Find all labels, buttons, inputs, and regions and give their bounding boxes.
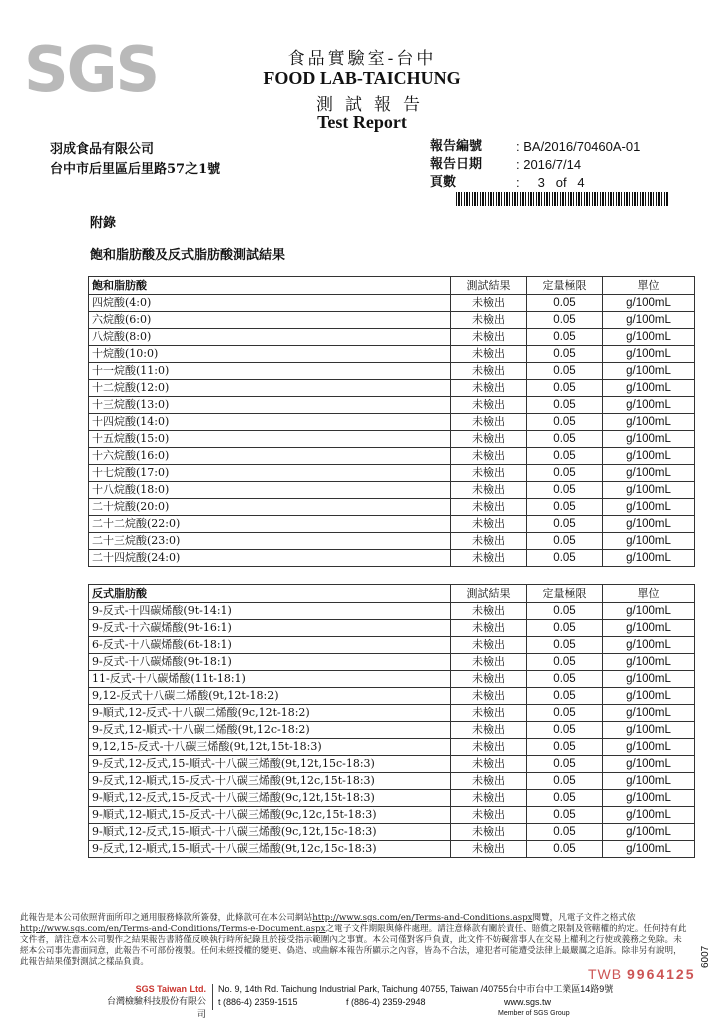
unit-cell: g/100mL <box>603 790 695 807</box>
analyte-name: 十烷酸(10:0) <box>89 346 451 363</box>
report-title-en: Test Report <box>317 112 407 132</box>
analyte-name: 9-反式-十六碳烯酸(9t-16:1) <box>89 620 451 637</box>
table-row <box>89 465 695 482</box>
analyte-name: 9-反式,12-順式,15-反式-十八碳三烯酸(9t,12c,15t-18:3) <box>89 773 451 790</box>
company-en: SGS Taiwan Ltd. <box>135 984 206 994</box>
result-cell: 未檢出 <box>451 482 527 499</box>
unit-cell: g/100mL <box>603 550 695 567</box>
result-cell: 未檢出 <box>451 414 527 431</box>
unit-cell: g/100mL <box>603 380 695 397</box>
result-cell: 未檢出 <box>451 550 527 567</box>
result-cell: 未檢出 <box>451 516 527 533</box>
analyte-name: 十一烷酸(11:0) <box>89 363 451 380</box>
lab-title-en: FOOD LAB-TAICHUNG <box>263 68 461 88</box>
analyte-name: 四烷酸(4:0) <box>89 295 451 312</box>
unit-cell: g/100mL <box>603 841 695 858</box>
table-row <box>89 448 695 465</box>
result-cell: 未檢出 <box>451 688 527 705</box>
unit-cell: g/100mL <box>603 465 695 482</box>
result-cell: 未檢出 <box>451 465 527 482</box>
table-row <box>89 346 695 363</box>
unit-cell: g/100mL <box>603 739 695 756</box>
result-cell: 未檢出 <box>451 533 527 550</box>
analyte-name: 9-反式,12-順式-十八碳二烯酸(9t,12c-18:2) <box>89 722 451 739</box>
result-cell: 未檢出 <box>451 431 527 448</box>
analyte-name: 十四烷酸(14:0) <box>89 414 451 431</box>
report-meta <box>430 138 640 192</box>
result-cell: 未檢出 <box>451 603 527 620</box>
result-cell: 未檢出 <box>451 637 527 654</box>
analyte-name: 二十四烷酸(24:0) <box>89 550 451 567</box>
result-cell: 未檢出 <box>451 841 527 858</box>
barcode <box>456 192 669 206</box>
unit-cell: g/100mL <box>603 414 695 431</box>
unit-cell: g/100mL <box>603 448 695 465</box>
unit-cell: g/100mL <box>603 363 695 380</box>
table-row <box>89 295 695 312</box>
footer-fax: f (886-4) 2359-2948 <box>346 997 426 1007</box>
unit-cell: g/100mL <box>603 671 695 688</box>
result-cell: 未檢出 <box>451 380 527 397</box>
analyte-name: 9-順式,12-反式,15-順式-十八碳三烯酸(9c,12t,15c-18:3) <box>89 824 451 841</box>
result-cell: 未檢出 <box>451 397 527 414</box>
client-name: 羽成食品有限公司 <box>50 142 155 157</box>
analyte-name: 9,12,15-反式-十八碳三烯酸(9t,12t,15t-18:3) <box>89 739 451 756</box>
side-code: 6007 <box>700 945 711 968</box>
trans-fat-table <box>88 584 695 858</box>
table-row <box>89 654 695 671</box>
unit-cell: g/100mL <box>603 482 695 499</box>
loq-cell: 0.05 <box>527 550 603 567</box>
analyte-name: 十三烷酸(13:0) <box>89 397 451 414</box>
loq-cell: 0.05 <box>527 807 603 824</box>
table-row <box>89 312 695 329</box>
column-header-name: 飽和脂肪酸 <box>89 277 451 295</box>
unit-cell: g/100mL <box>603 499 695 516</box>
loq-cell: 0.05 <box>527 705 603 722</box>
result-cell: 未檢出 <box>451 312 527 329</box>
footer-address: No. 9, 14th Rd. Taichung Industrial Park, Taichung 40755, Taiwan /40755台中市台中工業區14路9號 <box>218 984 614 994</box>
analyte-name: 二十烷酸(20:0) <box>89 499 451 516</box>
result-cell: 未檢出 <box>451 671 527 688</box>
member-of-sgs: Member of SGS Group <box>498 1010 570 1017</box>
table-row <box>89 705 695 722</box>
analyte-name: 六烷酸(6:0) <box>89 312 451 329</box>
table-row <box>89 722 695 739</box>
loq-cell: 0.05 <box>527 312 603 329</box>
table-row <box>89 533 695 550</box>
unit-cell: g/100mL <box>603 329 695 346</box>
loq-cell: 0.05 <box>527 688 603 705</box>
unit-cell: g/100mL <box>603 312 695 329</box>
table-row <box>89 824 695 841</box>
analyte-name: 9-順式,12-反式-十八碳二烯酸(9c,12t-18:2) <box>89 705 451 722</box>
footer-contact <box>218 983 613 1009</box>
twb-number: TWB 9964125 <box>588 966 696 982</box>
loq-cell: 0.05 <box>527 516 603 533</box>
column-header-unit: 單位 <box>603 277 695 295</box>
analyte-name: 八烷酸(8:0) <box>89 329 451 346</box>
column-header-result: 測試結果 <box>451 585 527 603</box>
report-no-label: 報告編號 <box>430 139 483 154</box>
appendix-heading: 附錄 <box>90 216 117 231</box>
analyte-name: 十六烷酸(16:0) <box>89 448 451 465</box>
result-cell: 未檢出 <box>451 499 527 516</box>
table-row <box>89 790 695 807</box>
result-cell: 未檢出 <box>451 654 527 671</box>
footer-web[interactable]: www.sgs.tw <box>504 997 552 1007</box>
unit-cell: g/100mL <box>603 533 695 550</box>
loq-cell: 0.05 <box>527 380 603 397</box>
loq-cell: 0.05 <box>527 722 603 739</box>
analyte-name: 9-反式,12-反式,15-順式-十八碳三烯酸(9t,12t,15c-18:3) <box>89 756 451 773</box>
loq-cell: 0.05 <box>527 482 603 499</box>
analyte-name: 十八烷酸(18:0) <box>89 482 451 499</box>
unit-cell: g/100mL <box>603 516 695 533</box>
table-row <box>89 688 695 705</box>
loq-cell: 0.05 <box>527 346 603 363</box>
report-no: : BA/2016/70460A-01 <box>516 139 641 154</box>
column-header-unit: 單位 <box>603 585 695 603</box>
section-title: 飽和脂肪酸及反式脂肪酸測試結果 <box>90 248 286 263</box>
unit-cell: g/100mL <box>603 722 695 739</box>
result-cell: 未檢出 <box>451 295 527 312</box>
table-header-row <box>89 585 695 603</box>
table-row <box>89 637 695 654</box>
table-header-row <box>89 277 695 295</box>
loq-cell: 0.05 <box>527 295 603 312</box>
loq-cell: 0.05 <box>527 671 603 688</box>
page-label: 頁數 <box>430 175 457 190</box>
result-cell: 未檢出 <box>451 790 527 807</box>
loq-cell: 0.05 <box>527 499 603 516</box>
result-cell: 未檢出 <box>451 739 527 756</box>
table-row <box>89 550 695 567</box>
company-cn: 台灣檢驗科技股份有限公司 <box>106 997 206 1020</box>
analyte-name: 6-反式-十八碳烯酸(6t-18:1) <box>89 637 451 654</box>
report-date-label: 報告日期 <box>430 157 483 172</box>
table-row <box>89 739 695 756</box>
table-row <box>89 363 695 380</box>
result-cell: 未檢出 <box>451 329 527 346</box>
unit-cell: g/100mL <box>603 756 695 773</box>
loq-cell: 0.05 <box>527 414 603 431</box>
table-row <box>89 414 695 431</box>
client-address: 台中市后里區后里路57之1號 <box>50 162 221 177</box>
page-count: : 3 of 4 <box>516 175 585 190</box>
table-row <box>89 380 695 397</box>
unit-cell: g/100mL <box>603 705 695 722</box>
footer-company <box>100 983 206 1022</box>
loq-cell: 0.05 <box>527 329 603 346</box>
terms-e-document-link[interactable]: http://www.sgs.com/en/Terms-and-Conditions/Terms-e-Document.aspx <box>20 924 326 934</box>
unit-cell: g/100mL <box>603 824 695 841</box>
result-cell: 未檢出 <box>451 722 527 739</box>
result-cell: 未檢出 <box>451 773 527 790</box>
table-row <box>89 671 695 688</box>
loq-cell: 0.05 <box>527 397 603 414</box>
result-cell: 未檢出 <box>451 705 527 722</box>
column-header-result: 測試結果 <box>451 277 527 295</box>
table-row <box>89 603 695 620</box>
unit-cell: g/100mL <box>603 603 695 620</box>
analyte-name: 9-反式-十四碳烯酸(9t-14:1) <box>89 603 451 620</box>
loq-cell: 0.05 <box>527 756 603 773</box>
analyte-name: 二十三烷酸(23:0) <box>89 533 451 550</box>
lab-title-cn: 食品實驗室-台中 <box>287 49 437 69</box>
loq-cell: 0.05 <box>527 465 603 482</box>
footer-tel: t (886-4) 2359-1515 <box>218 997 298 1007</box>
loq-cell: 0.05 <box>527 790 603 807</box>
report-title-cn: 測試報告 <box>316 95 432 115</box>
loq-cell: 0.05 <box>527 637 603 654</box>
disclaimer: 此報告是本公司依照背面所印之通用服務條款所簽發，此條款可在本公司網站http://www.sgs.com/en/Terms-and-Conditions.aspx閱覽，凡電子文件之格式依http://www.sgs.com/en/Terms-and-Conditions/Terms-e-Document.aspx之電子文件期限與條件處理。請注意條款有關於責任、賠償之限制及管轄權的約定。任何持有此文件者，請注意本公司製作之結果報告書將僅反映執行時所紀錄且於接受指示範圍內之事實。本公司僅對客戶負責，此文件不妨礙當事人在交易上權利之行使或義務之免除。未經本公司事先書面同意，此報告不可部份複製。任何未經授權的變更、偽造、或曲解本報告所顯示之內容，皆為不合法，違犯者可能遭受法律上最嚴厲之追訴。除非另有說明，此報告結果僅對測試之樣品負責。 <box>20 913 687 967</box>
table-row <box>89 482 695 499</box>
loq-cell: 0.05 <box>527 739 603 756</box>
loq-cell: 0.05 <box>527 603 603 620</box>
table-row <box>89 516 695 533</box>
result-cell: 未檢出 <box>451 824 527 841</box>
unit-cell: g/100mL <box>603 807 695 824</box>
saturated-fat-table <box>88 276 695 567</box>
result-cell: 未檢出 <box>451 346 527 363</box>
analyte-name: 十五烷酸(15:0) <box>89 431 451 448</box>
analyte-name: 11-反式-十八碳烯酸(11t-18:1) <box>89 671 451 688</box>
loq-cell: 0.05 <box>527 431 603 448</box>
unit-cell: g/100mL <box>603 295 695 312</box>
column-header-loq: 定量極限 <box>527 277 603 295</box>
loq-cell: 0.05 <box>527 533 603 550</box>
unit-cell: g/100mL <box>603 688 695 705</box>
sgs-logo: SGS <box>24 33 159 106</box>
unit-cell: g/100mL <box>603 346 695 363</box>
loq-cell: 0.05 <box>527 620 603 637</box>
loq-cell: 0.05 <box>527 824 603 841</box>
table-row <box>89 397 695 414</box>
loq-cell: 0.05 <box>527 773 603 790</box>
table-row <box>89 756 695 773</box>
footer-divider <box>212 984 213 1010</box>
unit-cell: g/100mL <box>603 637 695 654</box>
result-cell: 未檢出 <box>451 363 527 380</box>
terms-link[interactable]: http://www.sgs.com/en/Terms-and-Conditions.aspx <box>312 913 533 923</box>
table-row <box>89 431 695 448</box>
unit-cell: g/100mL <box>603 397 695 414</box>
analyte-name: 9,12-反式十八碳二烯酸(9t,12t-18:2) <box>89 688 451 705</box>
analyte-name: 十二烷酸(12:0) <box>89 380 451 397</box>
table-row <box>89 773 695 790</box>
result-cell: 未檢出 <box>451 756 527 773</box>
table-row <box>89 620 695 637</box>
table-row <box>89 499 695 516</box>
analyte-name: 9-反式-十八碳烯酸(9t-18:1) <box>89 654 451 671</box>
loq-cell: 0.05 <box>527 448 603 465</box>
report-date: : 2016/7/14 <box>516 157 582 172</box>
column-header-loq: 定量極限 <box>527 585 603 603</box>
client-block <box>50 140 220 180</box>
column-header-name: 反式脂肪酸 <box>89 585 451 603</box>
table-row <box>89 841 695 858</box>
analyte-name: 十七烷酸(17:0) <box>89 465 451 482</box>
result-cell: 未檢出 <box>451 620 527 637</box>
table-row <box>89 807 695 824</box>
unit-cell: g/100mL <box>603 773 695 790</box>
unit-cell: g/100mL <box>603 654 695 671</box>
loq-cell: 0.05 <box>527 363 603 380</box>
analyte-name: 9-順式,12-反式,15-反式-十八碳三烯酸(9c,12t,15t-18:3) <box>89 790 451 807</box>
analyte-name: 二十二烷酸(22:0) <box>89 516 451 533</box>
loq-cell: 0.05 <box>527 841 603 858</box>
analyte-name: 9-反式,12-順式,15-順式-十八碳三烯酸(9t,12c,15c-18:3) <box>89 841 451 858</box>
unit-cell: g/100mL <box>603 620 695 637</box>
table-row <box>89 329 695 346</box>
result-cell: 未檢出 <box>451 807 527 824</box>
result-cell: 未檢出 <box>451 448 527 465</box>
unit-cell: g/100mL <box>603 431 695 448</box>
loq-cell: 0.05 <box>527 654 603 671</box>
analyte-name: 9-順式,12-順式,15-反式-十八碳三烯酸(9c,12c,15t-18:3) <box>89 807 451 824</box>
